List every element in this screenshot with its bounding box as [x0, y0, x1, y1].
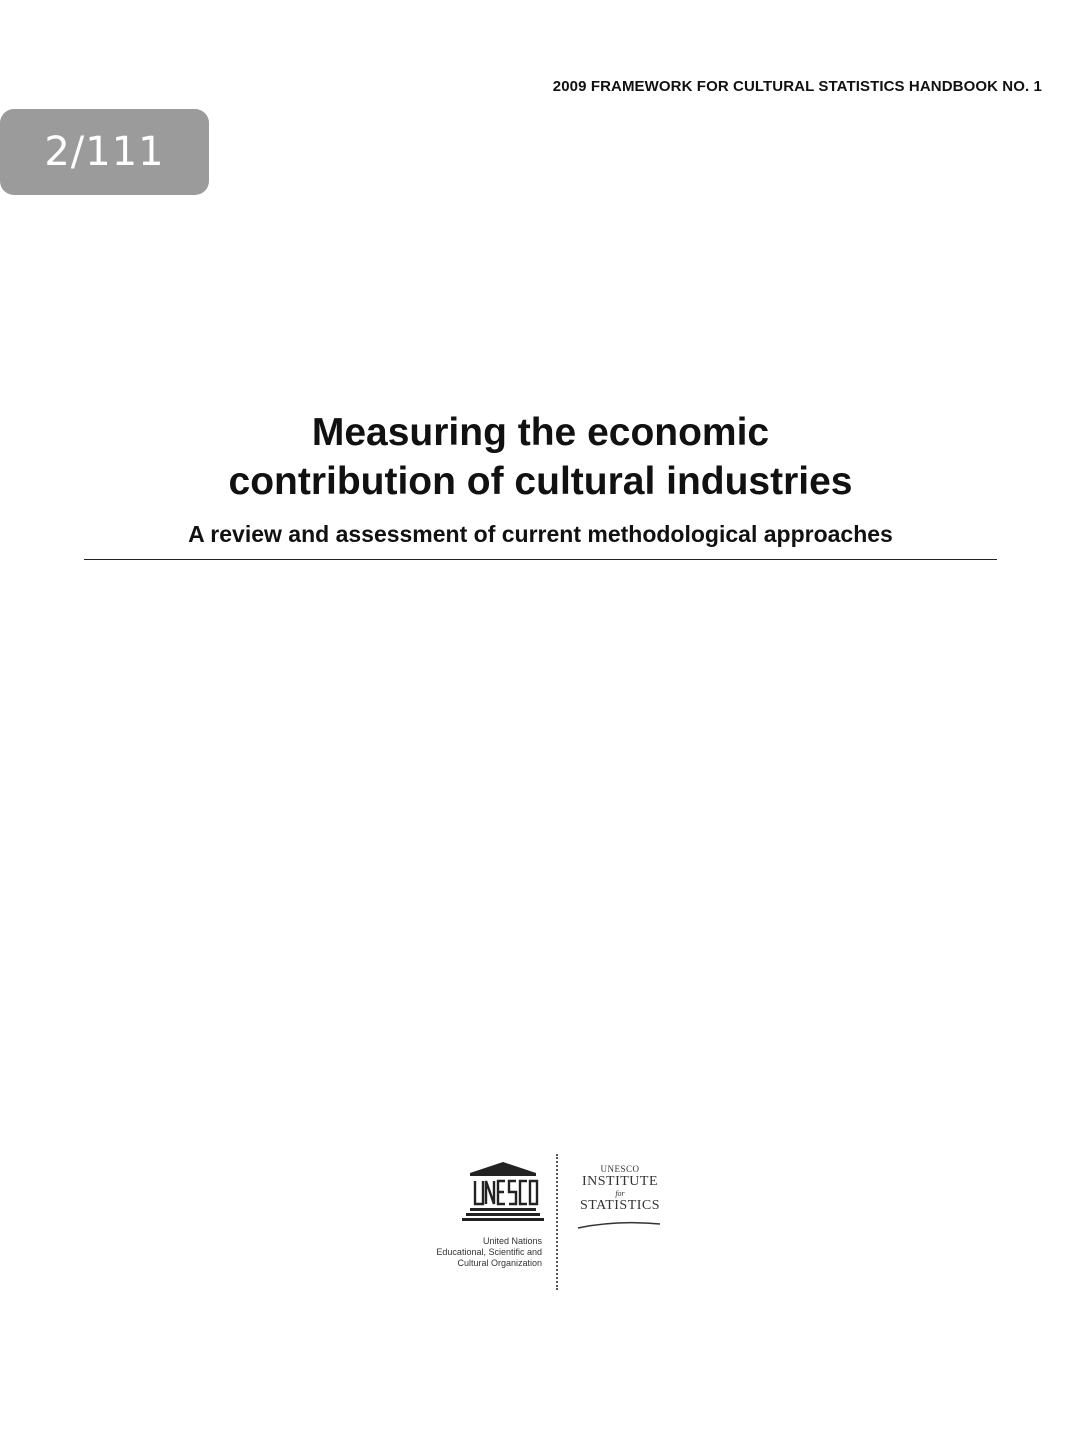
unesco-caption-line-2: Educational, Scientific and: [436, 1247, 542, 1257]
document-subtitle: A review and assessment of current methodological approaches: [188, 521, 893, 547]
page-indicator[interactable]: [0, 109, 209, 195]
title-line-2: contribution of cultural industries: [228, 460, 853, 503]
title-block: [84, 408, 997, 548]
uis-line-2: INSTITUTE: [581, 1174, 659, 1189]
uis-swoosh-icon: [576, 1220, 662, 1230]
uis-line-3: for: [615, 1189, 625, 1198]
logo-divider: [556, 1154, 558, 1290]
title-divider: [84, 559, 997, 560]
unesco-caption: [402, 1236, 542, 1269]
document-title: [84, 408, 997, 506]
uis-logo: [570, 1164, 670, 1213]
uis-line-1: UNESCO: [600, 1164, 640, 1174]
unesco-logo-icon: [458, 1160, 548, 1230]
uis-line-4: STATISTICS: [579, 1198, 661, 1213]
unesco-caption-line-3: Cultural Organization: [457, 1258, 542, 1268]
series-header: 2009 FRAMEWORK FOR CULTURAL STATISTICS HANDBOOK NO. 1: [552, 78, 1042, 95]
title-line-1: Measuring the economic: [311, 411, 770, 454]
page-indicator-label: 2/111: [44, 129, 165, 175]
publisher-logos: [410, 1150, 680, 1295]
unesco-caption-line-1: United Nations: [482, 1236, 542, 1246]
